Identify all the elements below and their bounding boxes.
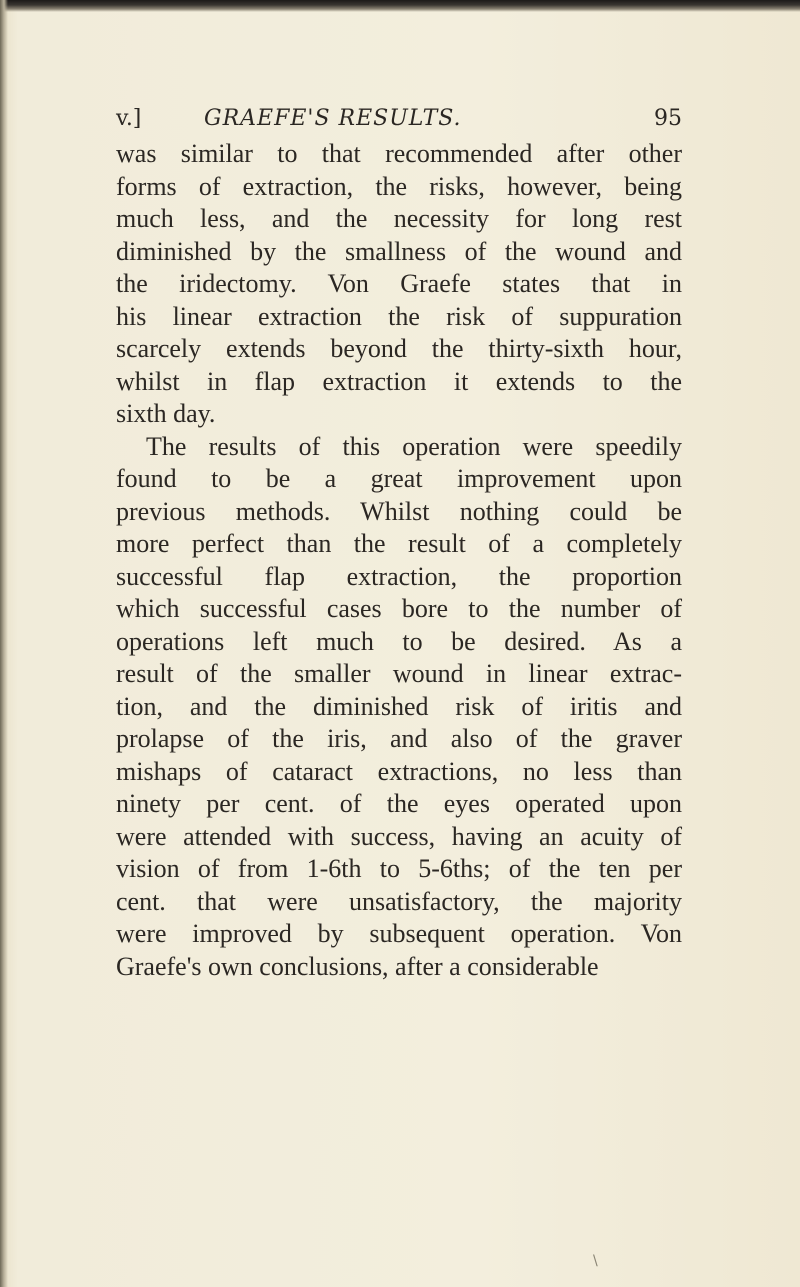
text-line: vision of from 1-6th to 5-6ths; of the ten per [116, 854, 682, 883]
text-line: more perfect than the result of a completely [116, 529, 682, 558]
text-line: found to be a great improvement upon [116, 464, 682, 493]
paragraph-first-line: The results of this operation were speedily [146, 431, 682, 461]
text-line: whilst in flap extraction it extends to the [116, 366, 682, 396]
text-line: operations left much to be desired. As a [116, 626, 682, 656]
text-line: which successful cases bore to the number of [116, 594, 682, 623]
text-line: Graefe's own conclusions, after a considerable [116, 951, 599, 981]
text-line: mishaps of cataract extractions, no less than [116, 756, 682, 786]
text-line: was similar to that recommended after other [116, 139, 682, 168]
text-line: prolapse of the iris, and also of the graver [116, 724, 682, 753]
text-line: his linear extraction the risk of suppuration [116, 301, 682, 331]
text-line: the iridectomy. Von Graefe states that in [116, 269, 682, 298]
text-line: sixth day. [116, 399, 216, 428]
text-line: cent. that were unsatisfactory, the majority [116, 886, 682, 916]
text-line: previous methods. Whilst nothing could be [116, 496, 682, 526]
text-line: forms of extraction, the risks, however, being [116, 171, 682, 201]
text-line: result of the smaller wound in linear extrac- [116, 659, 682, 688]
running-head [116, 104, 682, 134]
stray-ink-mark: \ [593, 1253, 598, 1269]
running-title: GRAEFE'S RESULTS. [204, 106, 462, 131]
text-line: were improved by subsequent operation. Von [116, 919, 682, 948]
text-line: successful flap extraction, the proportion [116, 561, 682, 591]
page-top-edge-shadow [0, 0, 800, 12]
chapter-number: v.] [116, 106, 142, 131]
text-line: tion, and the diminished risk of iritis and [116, 691, 682, 721]
text-line: diminished by the smallness of the wound and [116, 236, 682, 266]
body-text [116, 138, 682, 983]
page-gutter-shadow [0, 0, 8, 1287]
text-line: were attended with success, having an acuity of [116, 821, 682, 851]
text-line: much less, and the necessity for long rest [116, 204, 682, 233]
text-line: ninety per cent. of the eyes operated upon [116, 789, 682, 818]
page-number: 95 [654, 106, 682, 131]
text-line: scarcely extends beyond the thirty-sixth hour, [116, 334, 682, 363]
